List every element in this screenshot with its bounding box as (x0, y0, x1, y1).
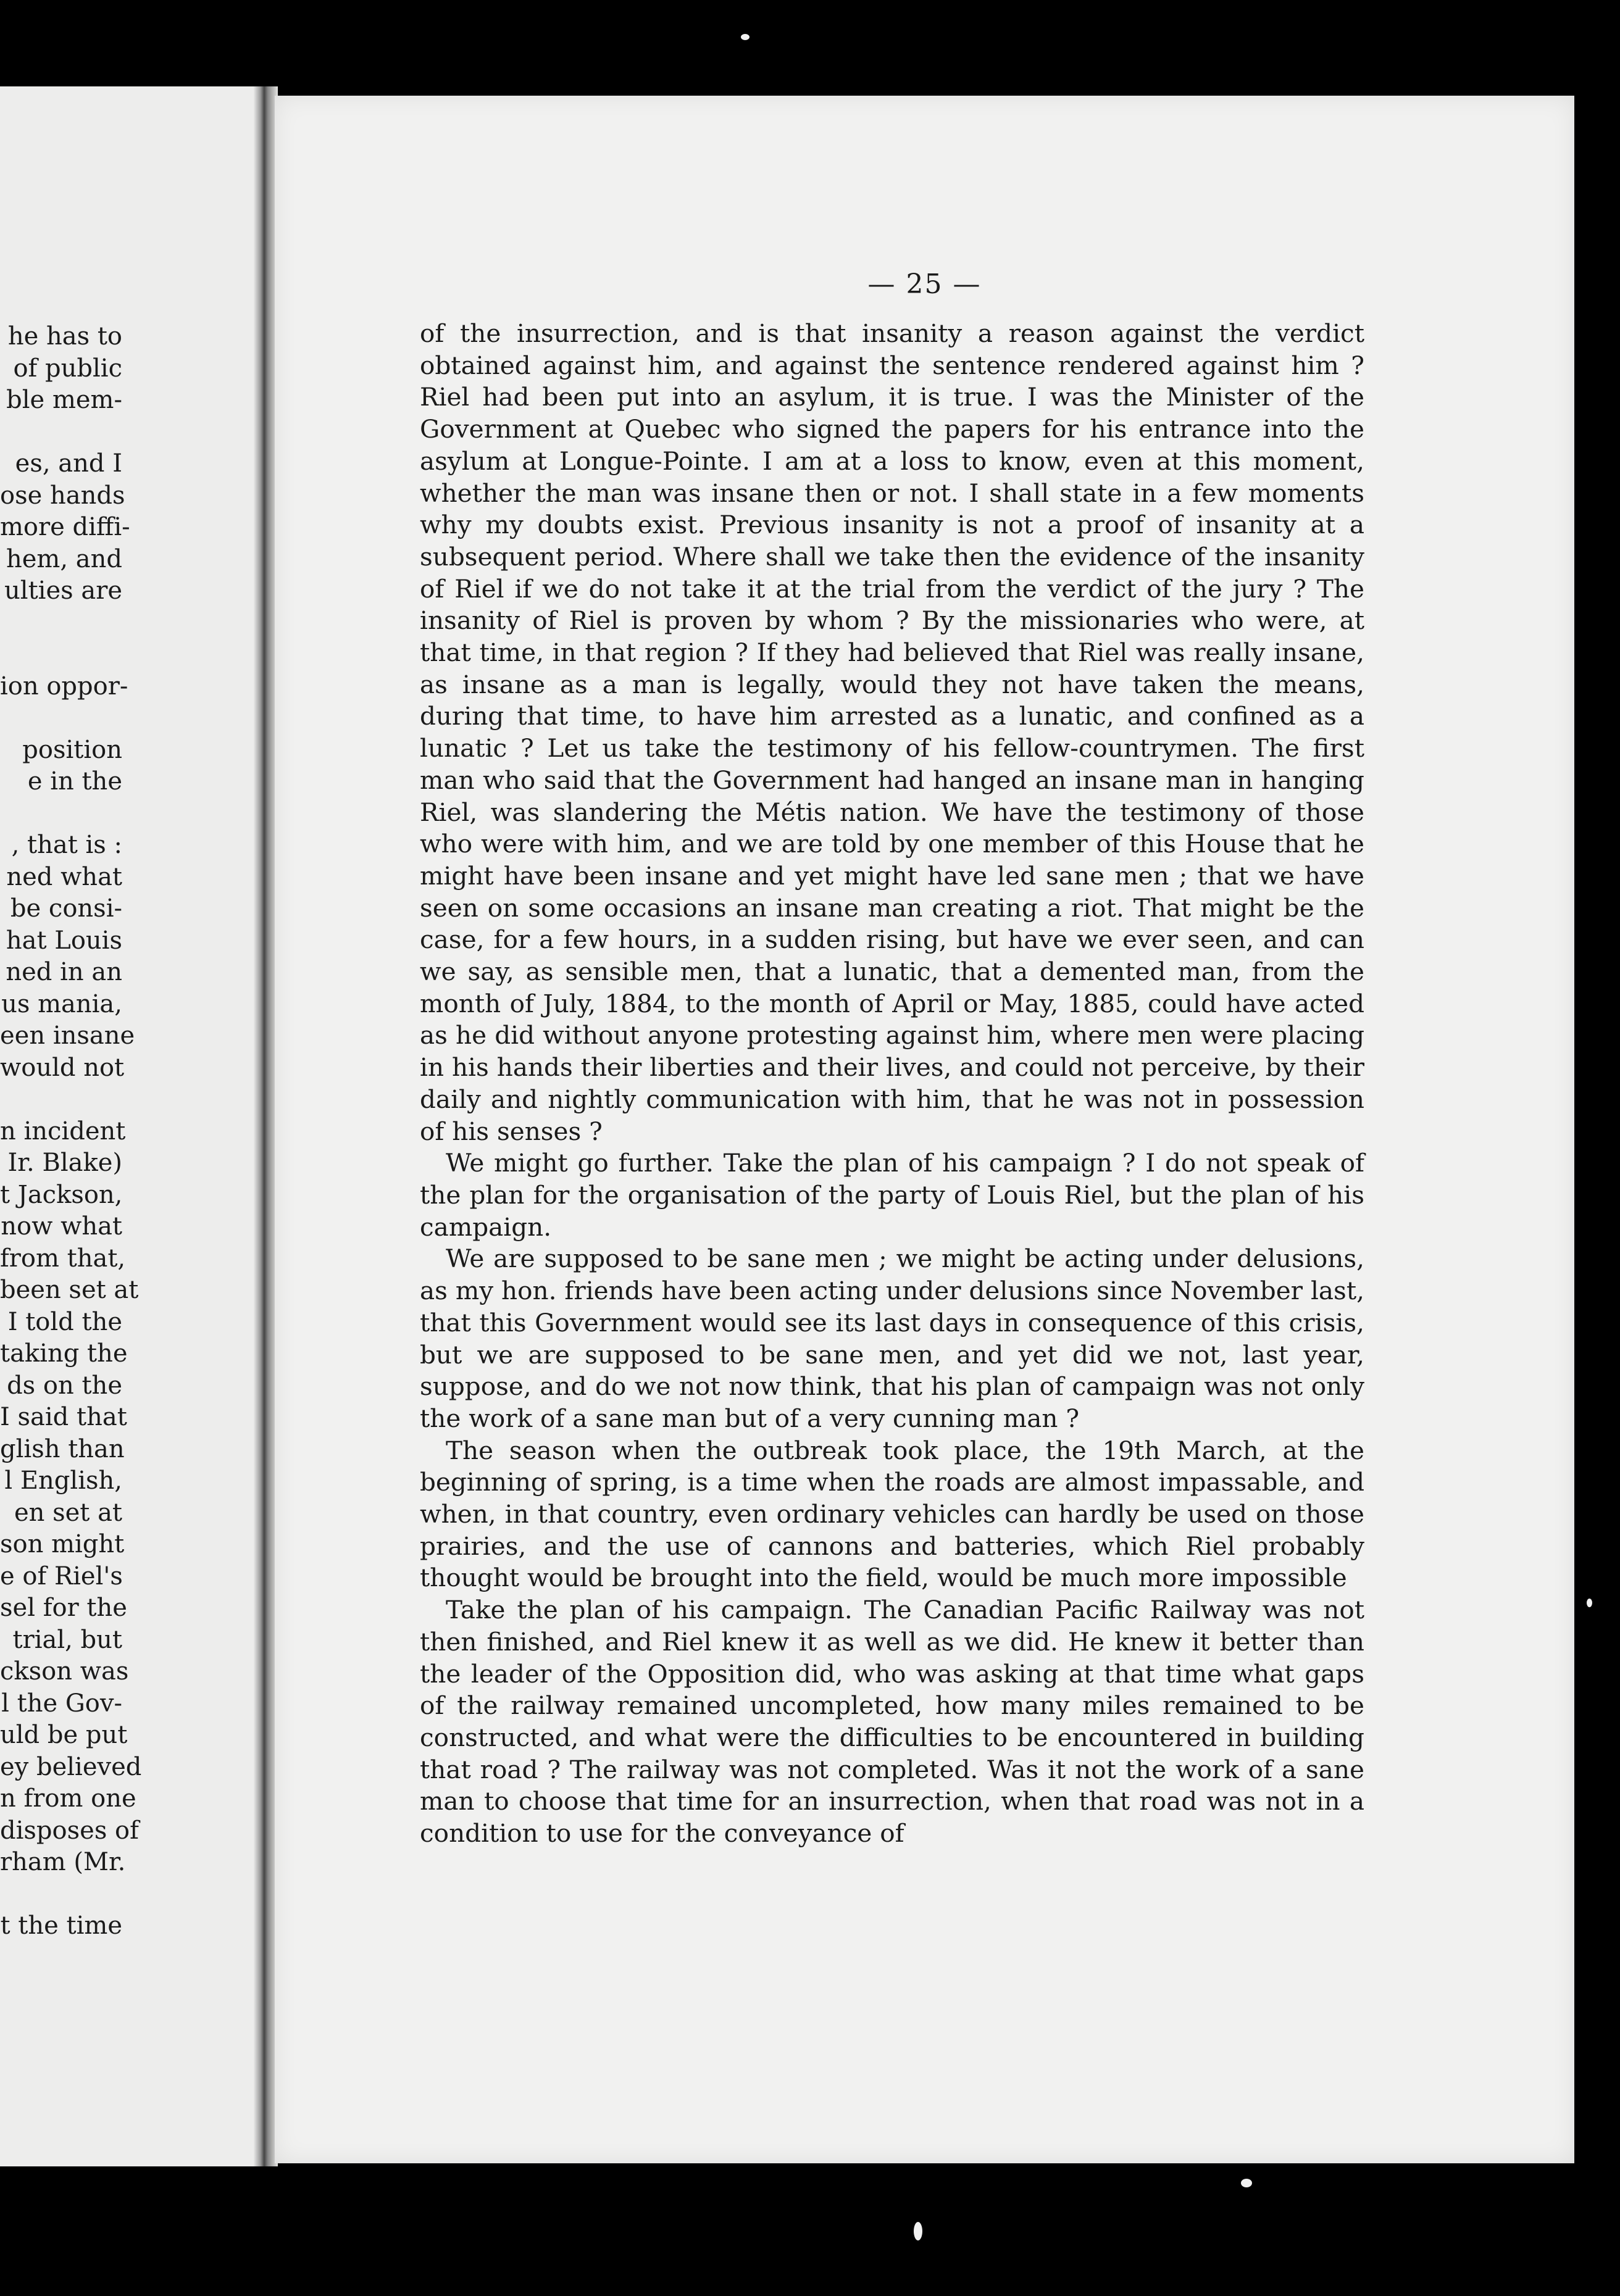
left-line: us mania, (1, 989, 122, 1018)
left-line: ion oppor- (0, 672, 128, 701)
left-line: from that, (0, 1244, 126, 1273)
left-line: ds on the (7, 1371, 122, 1400)
left-line: hat Louis (6, 926, 122, 955)
left-line: ned in an (6, 958, 122, 986)
left-line: now what (1, 1212, 122, 1241)
left-line: ose hands (0, 481, 125, 510)
left-line: e in the (27, 767, 122, 796)
left-line: een insane (0, 1021, 135, 1050)
left-line: n incident (0, 1117, 126, 1146)
left-line: es, and I (15, 449, 122, 478)
left-line: been set at (0, 1276, 139, 1304)
left-line: son might (0, 1530, 125, 1558)
left-line: sel for the (0, 1594, 127, 1622)
left-line: en set at (14, 1498, 122, 1527)
left-line (0, 798, 259, 830)
left-line: rham (Mr. (0, 1848, 126, 1876)
left-line: I said that (0, 1403, 127, 1431)
left-line (0, 607, 259, 639)
left-line: of public (13, 354, 122, 383)
page-number: — 25 — (867, 268, 982, 300)
left-line: trial, but (12, 1625, 122, 1654)
left-line: ey believed (0, 1752, 142, 1781)
left-line: ulties are (4, 576, 122, 605)
left-line (0, 1879, 259, 1911)
left-line (0, 417, 259, 449)
current-page (275, 96, 1574, 2163)
left-line: more diffi- (0, 513, 130, 541)
left-line: would not (0, 1053, 125, 1082)
left-line: disposes of (0, 1816, 139, 1845)
left-line: taking the (0, 1339, 128, 1368)
left-line: n from one (0, 1784, 136, 1813)
left-line: t Jackson, (0, 1180, 123, 1209)
left-line: be consi- (10, 894, 122, 923)
paragraph: The season when the outbreak took place, the 19th March, at the beginning of spring, is a time when the roads are almost impassable, and when, in that country, even ordinary vehicles can hardly be used on those prairies, and the use of cannons and batteries, which Riel probably thought would be brought into the field, would be much more impossible (420, 1435, 1364, 1593)
previous-page-text (0, 321, 259, 1942)
left-line: ckson was (0, 1657, 129, 1686)
left-line: I told the (7, 1307, 122, 1336)
body-text (420, 318, 1364, 1850)
previous-page-fragment (0, 86, 259, 2166)
left-line: t the time (0, 1911, 122, 1940)
left-line: glish than (0, 1434, 125, 1463)
paragraph: Take the plan of his campaign. The Canadian Pacific Railway was not then finished, and Riel knew it as well as we did. He knew it better than the leader of the Opposition did, who was asking at that time what gaps of the railway remained uncompleted, how many miles remained to be constructed, and what were the difficulties to be encountered in building that road ? The railway was not completed. Was it not the work of a sane man to choose that time for an insurrection, when that road was not in a condition to use for the conveyance of (420, 1595, 1364, 1849)
scan-speck (1587, 1599, 1592, 1607)
left-line: ned what (6, 862, 122, 891)
left-line (0, 1084, 259, 1116)
left-line: ble mem- (6, 386, 122, 414)
paragraph: We might go further. Take the plan of his campaign ? I do not speak of the plan for the organisation of the party of Louis Riel, but the plan of his campaign. (420, 1148, 1364, 1242)
left-line (0, 639, 259, 671)
paragraph: of the insurrection, and is that insanity a reason against the verdict obtained against him, and against the sentence rendered against him ? Riel had been put into an asylum, it is true. I was the Minister of the Government at Quebec who signed the papers for his entrance into the asylum at Longue-Pointe. I am at a loss to know, even at this moment, whether the man was insane then or not. I shall state in a few moments why my doubts exist. Previous insanity is not a proof of insanity at a subsequent period. Where shall we take then the evidence of the insanity of Riel if we do not take it at the trial from the verdict of the jury ? The insanity of Riel is proven by whom ? By the missionaries who were, at that time, in that region ? If they had believed that Riel was really insane, as insane as a man is legally, would they not have taken the means, during that time, to have him arrested as a lunatic, and confined as a lunatic ? Let us take the testimony of his fellow-countrymen. The first man who said that the Government had hanged an insane man in hanging Riel, was slandering the Métis nation. We have the testimony of those who were with him, and we are told by one member of this House that he might have been insane and yet might have led sane men ; that we have seen on some occasions an insane man creating a riot. That might be the case, for a few hours, in a sudden rising, but have we ever seen, and can we say, as sensible men, that a lunatic, that a demented man, from the month of July, 1884, to the month of April or May, 1885, could have acted as he did without anyone protesting against him, where men were placing in his hands their liberties and their lives, and could not perceive, by their daily and nightly communication with him, that he was not in possession of his senses ? (420, 318, 1364, 1146)
left-line (0, 702, 259, 734)
left-line: Ir. Blake) (7, 1149, 122, 1177)
left-line: he has to (7, 322, 122, 351)
left-line: l the Gov- (1, 1689, 122, 1718)
left-line: e of Riel's (0, 1562, 123, 1591)
scan-speck (741, 34, 749, 40)
paragraph: We are supposed to be sane men ; we might be acting under delusions, as my hon. friends have been acting under delusions since November last, that this Government would see its last days in consequence of this crisis, but we are supposed to be sane men, and yet did we not, last year, suppose, and do we not now think, that his plan of campaign was not only the work of a sane man but of a very cunning man ? (420, 1244, 1364, 1433)
left-line: uld be put (0, 1721, 128, 1749)
scan-speck (1241, 2179, 1252, 2187)
left-line: l English, (4, 1466, 122, 1495)
book-spine-gutter (253, 86, 278, 2166)
left-line: position (22, 735, 122, 764)
left-line: hem, and (6, 544, 122, 573)
left-line: , that is : (11, 831, 122, 859)
scan-speck (914, 2222, 922, 2240)
